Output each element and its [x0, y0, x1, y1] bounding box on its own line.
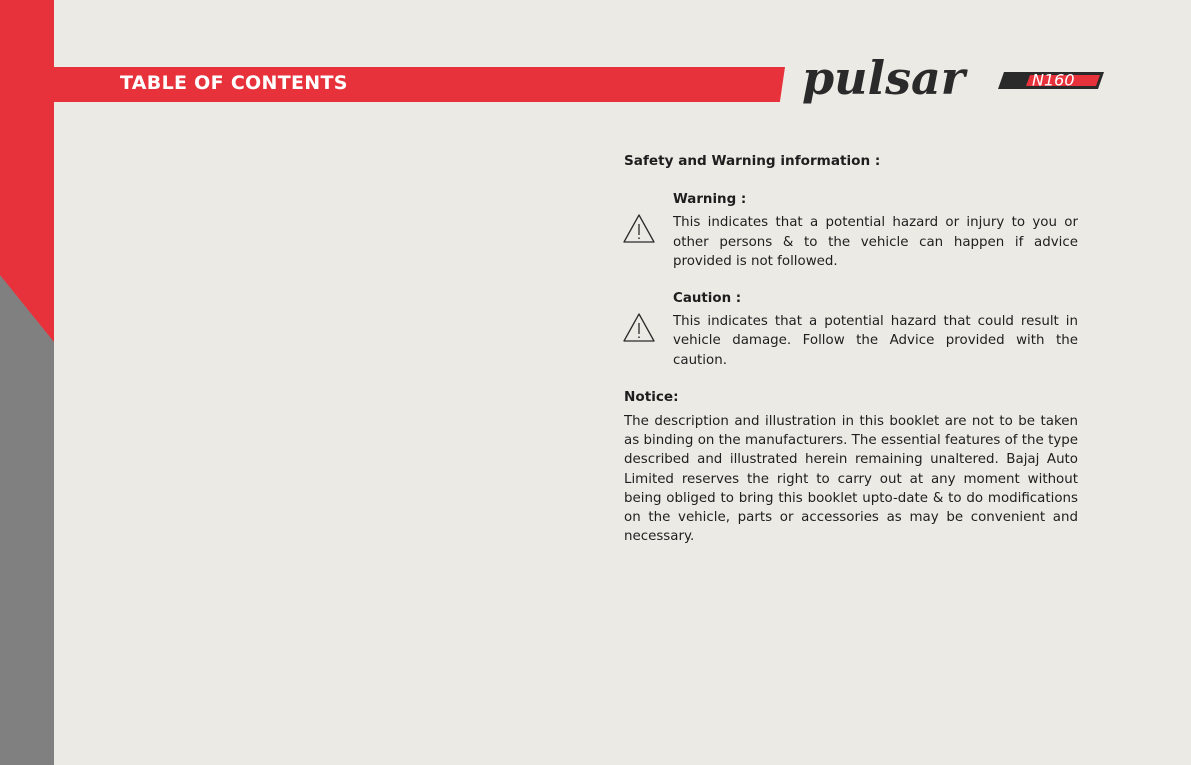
warning-triangle-icon: [622, 213, 656, 245]
safety-heading: Safety and Warning information :: [624, 153, 881, 169]
caution-block: [624, 289, 1078, 370]
caution-title: Caution :: [673, 291, 742, 307]
logo-wordmark: pulsar: [802, 58, 966, 105]
warning-text: This indicates that a potential hazard or injury to you or other persons & to the vehicle can happen if advice provided is not followed.: [673, 215, 1078, 269]
warning-triangle-icon: [622, 312, 656, 344]
warning-block: [624, 190, 1078, 271]
pulsar-logo: [800, 58, 1110, 108]
notice-block: [624, 388, 1078, 547]
logo-badge-text: N160: [1032, 70, 1075, 90]
logo-badge: [998, 71, 1104, 90]
warning-title: Warning :: [673, 192, 747, 208]
caution-text: This indicates that a potential hazard that could result in vehicle damage. Follow the Advice provided with the caution.: [673, 314, 1078, 368]
safety-content: [624, 152, 1078, 546]
page-title: TABLE OF CONTENTS: [120, 72, 348, 94]
notice-text: The description and illustration in this booklet are not to be taken as binding on the manufacturers. The essential features of the type described and illustrated herein remaining unaltered. Bajaj Auto Limited reserves the right to carry out at any moment without being obliged to bring this booklet upto-date & to do modifications on the vehicle, parts or accessories as may be convenient and necessary.: [624, 414, 1078, 545]
notice-heading: Notice:: [624, 388, 679, 405]
side-color-strip: [0, 0, 54, 765]
